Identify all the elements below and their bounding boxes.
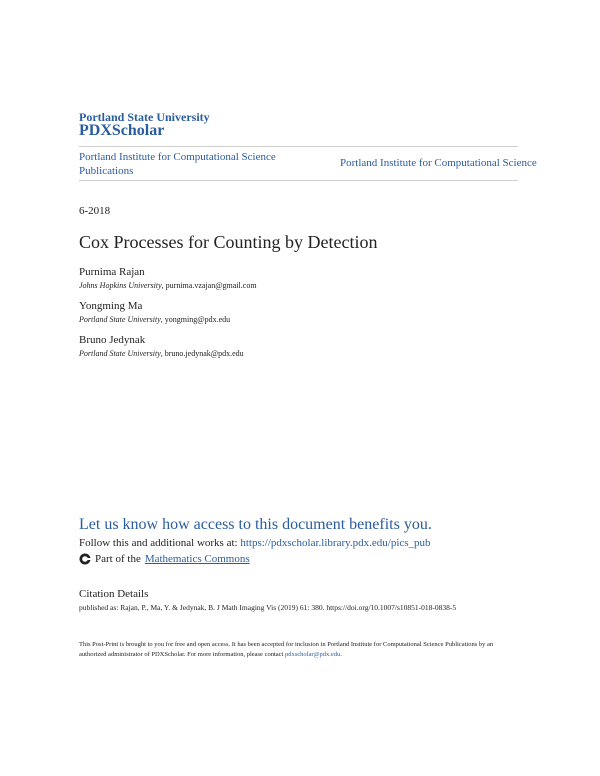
affiliation-institution: Portland State University xyxy=(79,315,161,324)
mathematics-commons-link[interactable]: Mathematics Commons xyxy=(144,553,250,565)
collection-link-institute[interactable]: Portland Institute for Computational Science xyxy=(340,157,537,169)
footer-text: This Post-Print is brought to you for free and open access. It has been accepted for inclusion in Portland Institute for Computational Science Publications by an authorized administrator of PDXScholar. For more information, please contact xyxy=(79,641,494,658)
university-name: Portland State University xyxy=(79,110,210,124)
publication-date: 6-2018 xyxy=(79,205,111,217)
collection-url-link[interactable]: https://pdxscholar.library.pdx.edu/pics_pub xyxy=(240,537,431,549)
partof-text: Part of the xyxy=(95,553,141,565)
affiliation-email: , purnima.vzajan@gmail.com xyxy=(161,281,257,290)
author-affiliation xyxy=(79,315,230,324)
citation-heading: Citation Details xyxy=(79,588,149,600)
author-affiliation xyxy=(79,281,257,290)
footer-notice xyxy=(79,640,519,660)
follow-line xyxy=(79,537,431,549)
footer-end: . xyxy=(340,651,342,658)
author-name: Bruno Jedynak xyxy=(79,334,146,346)
feedback-link[interactable]: Let us know how access to this document benefits you. xyxy=(79,516,432,533)
author-name: Purnima Rajan xyxy=(79,266,145,278)
affiliation-email: , bruno.jedynak@pdx.edu xyxy=(160,349,244,358)
top-divider xyxy=(79,146,518,147)
collection-link-publications[interactable]: Portland Institute for Computational Science Publications xyxy=(79,151,276,177)
author-affiliation xyxy=(79,349,244,358)
commons-logo-icon xyxy=(79,553,91,565)
citation-text: published as: Rajan, P., Ma, Y. & Jedynak, B. J Math Imaging Vis (2019) 61: 380. https://doi.org/10.1007/s10851-018-0838-5 xyxy=(79,603,457,612)
document-title: Cox Processes for Counting by Detection xyxy=(79,232,378,252)
repository-name[interactable]: PDXScholar xyxy=(79,122,165,139)
bottom-divider xyxy=(79,180,518,181)
affiliation-email: , yongming@pdx.edu xyxy=(160,315,231,324)
contact-email-link[interactable]: pdxscholar@pdx.edu xyxy=(284,651,341,658)
affiliation-institution: Portland State University xyxy=(79,349,161,358)
author-name: Yongming Ma xyxy=(79,300,143,312)
affiliation-institution: Johns Hopkins University xyxy=(79,281,162,290)
partof-line xyxy=(79,553,250,565)
follow-text: Follow this and additional works at: xyxy=(79,537,241,549)
